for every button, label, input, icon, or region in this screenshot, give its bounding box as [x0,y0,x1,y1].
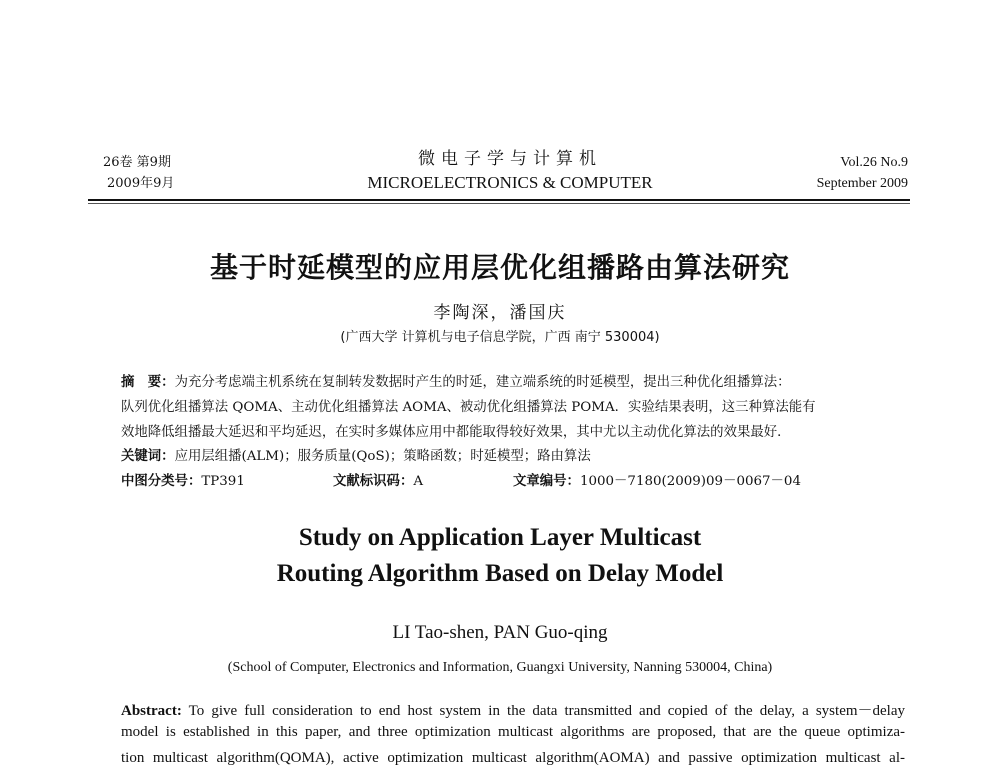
issue-info-en [817,152,908,194]
abstract-cn-line [121,371,791,395]
abstract-en-text: To give full consideration to end host system in the data transmitted and copied of the delay, a system－delay [181,703,905,719]
keywords-cn [121,445,591,469]
abstract-cn-text: 为充分考虑端主机系统在复制转发数据时产生的时延，建立端系统的时延模型，提出三种优化组播算法： [174,375,791,390]
volume-en: Vol.26 No.9 [840,155,908,170]
abstract-en-line [121,699,905,720]
abstract-en-line: model is established in this paper, and three optimization multicast algorithms are proposed, that are the queue optimiza- [121,724,905,740]
header-rule [88,199,910,201]
affiliation-en: (School of Computer, Electronics and Information, Guangxi University, Nanning 530004, China) [227,660,773,675]
keywords-cn-label: 关键词： [121,449,175,464]
abstract-cn-line: 效地降低组播最大延迟和平均延迟，在实时多媒体应用中都能取得较好效果，其中尤以主动优化算法的效果最好． [121,425,791,440]
abstract-en-line: tion multicast algorithm(QOMA), active optimization multicast algorithm(AOMA) and passive optimization multicast al- [121,750,905,766]
journal-name [300,147,720,195]
doc-code-label: 文献标识码： [333,474,414,489]
article-no-value: 1000－7180(2009)09－0067－04 [579,474,801,489]
title-cn: 基于时延模型的应用层优化组播路由算法研究 [209,251,790,284]
abstract-en-label: Abstract: [121,703,182,719]
issue-info-cn [103,152,174,194]
date-en: September 2009 [816,176,908,191]
journal-name-cn: 微电子学与计算机 [418,149,602,169]
article-no-label: 文章编号： [513,474,580,489]
affiliation-cn: (广西大学 计算机与电子信息学院，广西 南宁 530004) [340,330,660,345]
clc-label: 中图分类号： [121,474,202,489]
abstract-cn-line: 队列优化组播算法 QOMA、主动优化组播算法 AOMA、被动优化组播算法 POMA．实验结果表明，这三种算法能有 [121,400,816,415]
authors-en: LI Tao-shen, PAN Guo-qing [392,622,608,643]
authors-cn: 李陶深，潘国庆 [433,303,567,323]
volume-cn: 26卷 第9期 [103,155,171,170]
keywords-cn-text: 应用层组播(ALM)；服务质量(QoS)；策略函数；时延模型；路由算法 [174,449,591,464]
classification-line [121,470,911,494]
doc-code-value: A [413,474,424,489]
date-cn: 2009年9月 [107,176,175,191]
title-en-line1: Study on Application Layer Multicast [298,524,702,551]
header-rule-thin [88,203,910,204]
journal-name-en: MICROELECTRONICS & COMPUTER [367,173,653,192]
abstract-cn-label: 摘 要： [121,375,175,390]
clc-value: TP391 [201,474,245,489]
title-en-line2: Routing Algorithm Based on Delay Model [276,560,724,587]
